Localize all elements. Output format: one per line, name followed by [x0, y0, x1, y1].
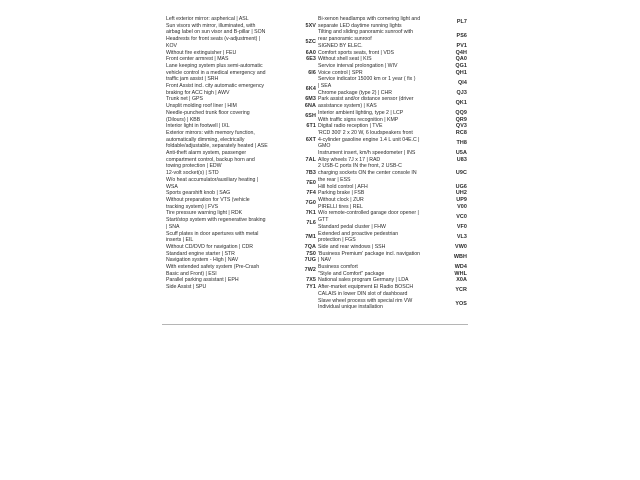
equipment-code: 6A0 — [305, 49, 316, 56]
equipment-row — [318, 63, 467, 70]
equipment-code: VL3 — [456, 233, 467, 240]
equipment-row — [166, 130, 316, 150]
equipment-description: Comfort sports seats, front | VDS — [318, 49, 395, 56]
equipment-description: Tire pressure warning light | RDK — [166, 210, 243, 217]
equipment-code: QH1 — [455, 69, 467, 76]
equipment-row — [318, 56, 467, 63]
equipment-description: Without CD/DVD for navigation | CDR — [166, 243, 253, 250]
equipment-row — [166, 257, 316, 264]
equipment-description: Digital radio reception | TVE — [318, 123, 383, 130]
equipment-row — [166, 150, 316, 170]
equipment-description: W/o heat accumulator/auxiliary heating | WSA — [166, 176, 259, 190]
equipment-description: Lane keeping system plus semi-automatic vehicle control in a medical emergency and traffic jam assist | SRH — [166, 62, 266, 83]
equipment-code: WBH — [453, 253, 467, 260]
equipment-code: 7Y1 — [306, 284, 316, 291]
equipment-row — [318, 224, 467, 231]
equipment-code: 6E3 — [306, 56, 316, 63]
equipment-code: 6I6 — [308, 69, 316, 76]
equipment-row — [318, 210, 467, 223]
equipment-code: 7W2 — [304, 267, 316, 274]
equipment-description: With extended safety system (Pre-Crash Basic and Front) | ESI — [166, 264, 260, 277]
equipment-description: Unsplit molding roof liner | HIM — [166, 103, 237, 110]
equipment-description: Anti-theft alarm system, passenger compartment control, backup horn and towing protection | EDW — [166, 150, 255, 170]
equipment-description: W/o remote-controlled garage door opener | GTT — [318, 210, 419, 224]
equipment-row — [166, 96, 316, 103]
equipment-row — [166, 190, 316, 197]
equipment-description: Bi-xenon headlamps with cornering light and separate LED daytime running lights — [318, 16, 421, 29]
equipment-code: 7AL — [305, 156, 316, 163]
equipment-row — [166, 210, 316, 217]
equipment-description: "Style and Comfort" package — [318, 270, 385, 277]
equipment-description: After-market equipment El Radio BOSCH CALAIS in lower DIN slot of dashboard — [318, 284, 414, 297]
equipment-code: 7UG — [304, 257, 316, 264]
equipment-description: Tilting and sliding panoramic sunroof with rear panoramic sunroof — [318, 29, 413, 43]
equipment-row — [318, 163, 467, 183]
equipment-description: Without preparation for VTS (vehicle tracking system) | FVS — [166, 196, 250, 210]
equipment-code: QJ3 — [456, 89, 467, 96]
equipment-description: Navigation system - High | NAV — [166, 257, 239, 264]
equipment-row — [318, 150, 467, 157]
equipment-code: QI4 — [458, 79, 467, 86]
equipment-description: 12-volt socket(s) | STD — [166, 170, 219, 177]
equipment-code: RC8 — [455, 129, 467, 136]
equipment-code: 6XT — [305, 136, 316, 143]
equipment-code: 7F4 — [306, 190, 316, 197]
equipment-row — [166, 50, 316, 57]
equipment-description: Needle-punched trunk floor covering (Dilours) | KBB — [166, 109, 250, 123]
equipment-row — [318, 231, 467, 244]
equipment-description: Side and rear windows | SSH — [318, 243, 386, 250]
equipment-row — [318, 16, 467, 29]
equipment-description: Headrests for front seats (v-adjustment) | KOV — [166, 36, 261, 49]
equipment-row — [318, 50, 467, 57]
equipment-description: Instrument insert, km/h speedometer | INS — [318, 150, 416, 157]
equipment-code: 7M1 — [305, 233, 316, 240]
equipment-description: Trunk net | GPS — [166, 96, 203, 103]
equipment-description: Exterior mirrors: with memory function, automatically dimming, electrically foldable/adjustable, separately heated | ASE — [166, 129, 268, 150]
equipment-row — [318, 157, 467, 164]
equipment-row — [318, 130, 467, 137]
equipment-row — [166, 217, 316, 230]
equipment-code: VC0 — [456, 213, 467, 220]
equipment-row — [318, 43, 467, 50]
equipment-row — [318, 197, 467, 204]
equipment-description: Front center armrest | MAS — [166, 56, 229, 63]
bottom-divider — [162, 324, 468, 325]
equipment-row — [166, 63, 316, 83]
equipment-code: YOS — [455, 300, 467, 307]
equipment-description: Without clock | ZUR — [318, 196, 364, 203]
equipment-description: 2 USB-C ports IN the front, 2 USB-C charging sockets ON the center console IN the rear | ESS — [318, 163, 417, 183]
equipment-code: VW0 — [455, 243, 467, 250]
equipment-code: UH2 — [455, 190, 467, 197]
equipment-description: Side Assist | SPU — [166, 284, 207, 291]
equipment-description: PIRELLI tires | REL — [318, 203, 363, 210]
equipment-code: 6SH — [305, 113, 316, 120]
equipment-description: 'Business Premium' package incl. navigation | NAV — [318, 250, 421, 264]
equipment-code: X0A — [456, 277, 467, 284]
equipment-code: TH8 — [456, 140, 467, 146]
equipment-code: 7S0 — [306, 250, 316, 257]
equipment-row — [166, 16, 316, 36]
equipment-code: 5XV — [305, 22, 316, 29]
equipment-row — [318, 90, 467, 97]
equipment-row — [318, 184, 467, 191]
equipment-code: YCR — [455, 287, 467, 294]
equipment-row — [166, 231, 316, 244]
equipment-description: SIGNED BY ELEC. — [318, 42, 363, 49]
right-equipment-column — [318, 16, 467, 311]
equipment-description: Sports gearshift knob | SAG — [166, 190, 231, 197]
equipment-row — [318, 298, 467, 311]
equipment-code: QA0 — [455, 56, 467, 63]
equipment-code: U9C — [455, 170, 467, 177]
equipment-code: U83 — [456, 156, 467, 163]
equipment-code: 5ZC — [305, 39, 316, 46]
equipment-description: Standard pedal cluster | FHW — [318, 223, 386, 230]
equipment-code: 6K4 — [305, 86, 316, 93]
equipment-row — [166, 264, 316, 277]
equipment-description: Parallel parking assistant | EPH — [166, 277, 239, 284]
equipment-row — [166, 177, 316, 190]
equipment-code: QK1 — [455, 99, 467, 106]
equipment-code: QV3 — [455, 123, 467, 130]
equipment-row — [318, 117, 467, 124]
equipment-row — [166, 244, 316, 251]
equipment-row — [318, 284, 467, 297]
equipment-row — [166, 83, 316, 96]
equipment-code: QG1 — [455, 62, 467, 69]
equipment-code: U5A — [455, 150, 467, 157]
equipment-row — [166, 36, 316, 49]
equipment-code: 7K1 — [305, 210, 316, 217]
equipment-description: Voice control | SPR — [318, 69, 363, 76]
equipment-description: Service indicator 15000 km or 1 year ( fix ) | SEA — [318, 76, 416, 90]
equipment-row — [318, 96, 467, 109]
equipment-description: 'RCD 300' 2 x 20 W, 6 loudspeakers front — [318, 129, 413, 136]
equipment-description: Park assist and/or distance sensor (driver assistance system) | KAS — [318, 96, 414, 110]
equipment-row — [166, 123, 316, 130]
equipment-row — [318, 110, 467, 117]
equipment-description: Without shell seat | KIS — [318, 56, 372, 63]
equipment-code: WHL — [454, 270, 467, 277]
equipment-row — [318, 137, 467, 150]
equipment-description: Chrome package (type 2) | CHR — [318, 89, 393, 96]
equipment-row — [318, 244, 467, 251]
equipment-code: Q4H — [455, 49, 467, 56]
equipment-description: Front Assist incl. city automatic emergency braking for ACC high | AWV — [166, 83, 265, 96]
equipment-description: National sales program Germany | LDA — [318, 277, 409, 284]
equipment-code: 7QA — [304, 243, 316, 250]
equipment-row — [318, 204, 467, 211]
equipment-description: Service interval prolongation | WIV — [318, 62, 398, 69]
equipment-code: 7X5 — [306, 277, 316, 284]
equipment-code: QR9 — [455, 116, 467, 123]
equipment-code: UP9 — [456, 196, 467, 203]
equipment-row — [318, 264, 467, 271]
equipment-description: Parking brake | FSB — [318, 190, 365, 197]
equipment-row — [318, 29, 467, 42]
equipment-code: VF0 — [456, 223, 467, 230]
equipment-description: Slave wheel process with special rim VW Individual unique installation — [318, 297, 413, 311]
equipment-description: Without fire extinguisher | FEU — [166, 49, 237, 56]
equipment-description: Interior light in footwell | IXL — [166, 123, 230, 130]
equipment-row — [166, 103, 316, 110]
left-equipment-column — [166, 16, 316, 291]
equipment-description: Business comfort — [318, 264, 358, 271]
equipment-code: PS6 — [456, 32, 467, 39]
equipment-code: V00 — [457, 203, 467, 210]
equipment-row — [318, 70, 467, 77]
equipment-row — [166, 284, 316, 291]
equipment-description: Start/stop system with regenerative braking | SNA — [166, 217, 266, 230]
equipment-code: 6NA — [304, 103, 316, 110]
equipment-row — [166, 277, 316, 284]
equipment-code: QQ9 — [455, 109, 467, 116]
equipment-description: Left exterior mirror: aspherical | ASL Sun visors with mirror, illuminated, with airbag label on sun visor and B-pillar | SON — [166, 16, 266, 36]
equipment-row — [318, 251, 467, 264]
equipment-code: 7L6 — [306, 220, 316, 227]
equipment-row — [318, 123, 467, 130]
equipment-row — [166, 56, 316, 63]
equipment-description: Extended and proactive pedestrian protection | FGS — [318, 230, 399, 244]
equipment-description: Hill hold control | AFH — [318, 183, 368, 190]
equipment-description: Alloy wheels 7J x 17 | RAD — [318, 156, 381, 163]
equipment-row — [166, 197, 316, 210]
equipment-description: With traffic signs recognition | KMP — [318, 116, 399, 123]
equipment-code: 6M3 — [305, 96, 316, 103]
equipment-code: 7B3 — [305, 170, 316, 177]
equipment-row — [318, 271, 467, 278]
equipment-row — [318, 277, 467, 284]
equipment-code: 7E0 — [306, 180, 316, 187]
equipment-row — [166, 251, 316, 258]
equipment-description: Scuff plates in door apertures with metal inserts | EIL — [166, 230, 259, 244]
equipment-row — [318, 76, 467, 89]
equipment-description: 4-cylinder gasoline engine 1.4 L unit 04E.C | GMO — [318, 136, 420, 150]
equipment-row — [318, 190, 467, 197]
equipment-row — [166, 170, 316, 177]
equipment-description: Standard engine starter | STR — [166, 250, 235, 257]
equipment-code: 6T1 — [306, 123, 316, 130]
equipment-code: 7G0 — [305, 200, 316, 207]
equipment-code: WD4 — [454, 264, 467, 271]
equipment-code: UG6 — [455, 183, 467, 190]
equipment-row — [166, 110, 316, 123]
equipment-description: Interior ambient lighting, type 2 | LCP — [318, 109, 404, 116]
equipment-code: PL7 — [456, 19, 467, 26]
equipment-code: PV1 — [456, 42, 467, 49]
